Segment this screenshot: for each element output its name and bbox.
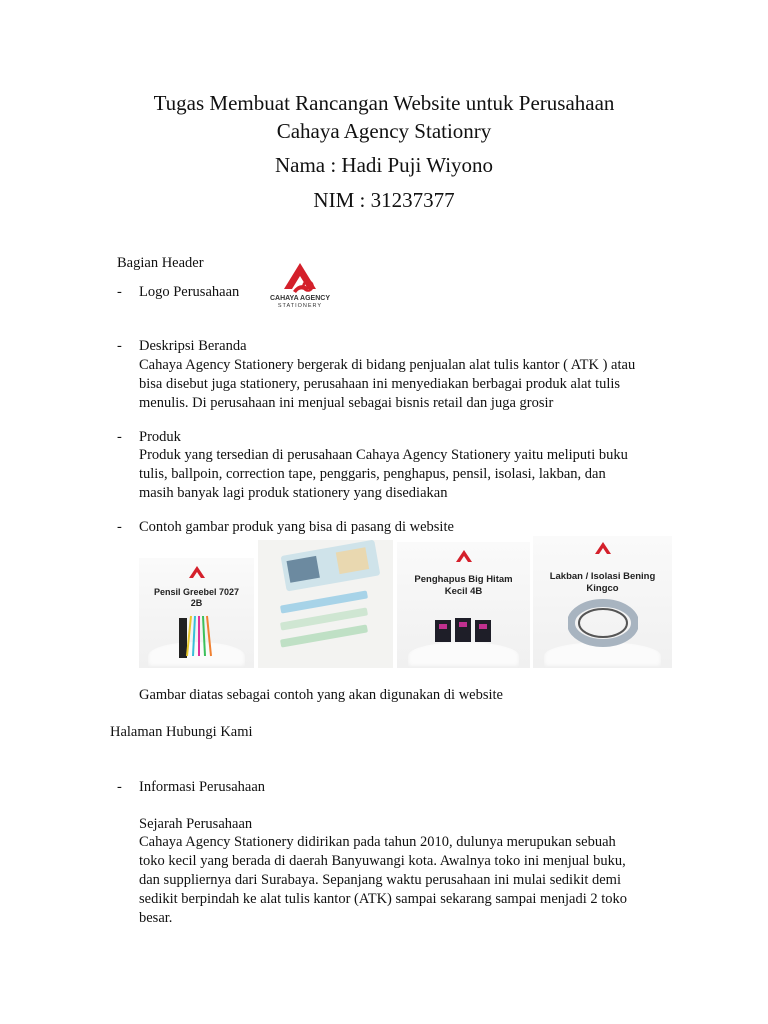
deskripsi-line: Cahaya Agency Stationery bergerak di bidang penjualan alat tulis kantor ( ATK ) atau [139,357,636,373]
produk-line: masih banyak lagi produk stationery yang disediakan [139,485,448,501]
brand-logo-icon [182,564,212,582]
bullet-dash: - [117,429,122,445]
bullet-dash: - [117,519,122,535]
brand-logo-icon [449,548,479,566]
sejarah-line: sedikit berpindah ke alat tulis kantor (ATK) sampai sekarang sampai menjadi 2 toko [139,891,628,907]
company-logo [262,255,338,317]
product-label-line1: Pensil Greebel 7027 [153,587,240,597]
deskripsi-paragraph [139,356,699,413]
brand-logo-icon [588,540,618,558]
product-label-line2: 2B [190,598,203,608]
pencil-box-icon [258,540,393,668]
bullet-dash: - [117,779,122,795]
product-image-penghapus [397,542,530,668]
images-caption: Gambar diatas sebagai contoh yang akan digunakan di website [139,687,503,703]
document-title-line1: Tugas Membuat Rancangan Website untuk Perusahaan [153,91,615,115]
student-name: Nama : Hadi Puji Wiyono [274,153,494,177]
sejarah-line: dan suppliernya dari Surabaya. Sepanjang waktu perusahaan ini mulai sedikit demi [139,872,621,888]
logo-text-line1: CAHAYA AGENCY [269,295,331,302]
section-heading-header: Bagian Header [117,255,204,271]
product-label-line2: Kingco [586,583,619,594]
section-heading-hubungi: Halaman Hubungi Kami [110,724,253,740]
deskripsi-heading: Deskripsi Beranda [139,338,247,354]
pencil-set-icon [177,610,217,660]
deskripsi-line: bisa disebut juga stationery, perusahaan ini menyediakan berbagai produk alat tulis [139,376,621,392]
eraser-pack-icon [433,616,493,646]
product-label-line2: Kecil 4B [444,586,483,597]
produk-line: tulis, ballpoin, correction tape, penggaris, penghapus, pensil, isolasi, lakban, dan [139,466,606,482]
produk-paragraph [139,446,699,503]
sejarah-line: besar. [139,910,173,926]
deskripsi-line: menulis. Di perusahaan ini menjual sebagai bisnis retail dan juga grosir [139,395,554,411]
info-heading: Informasi Perusahaan [139,779,266,795]
product-image-pencil-box [258,540,393,668]
sejarah-heading: Sejarah Perusahaan [139,816,253,832]
product-label-line1: Lakban / Isolasi Bening [549,571,656,582]
produk-line: Produk yang tersedian di perusahaan Cahaya Agency Stationery yaitu meliputi buku [139,447,628,463]
product-image-lakban [533,536,672,668]
sejarah-line: toko kecil yang berada di daerah Banyuwangi kota. Awalnya toko ini menjual buku, [139,853,626,869]
logo-text-line2: STATIONERY [277,303,323,309]
sejarah-line: Cahaya Agency Stationery didirikan pada tahun 2010, dulunya merupukan sebuah [139,834,616,850]
product-label-line1: Penghapus Big Hitam [414,574,513,585]
bullet-dash: - [117,284,122,300]
logo-label: Logo Perusahaan [139,284,240,300]
contoh-heading: Contoh gambar produk yang bisa di pasang di website [139,519,454,535]
document-title-line2: Cahaya Agency Stationry [276,119,492,143]
product-image-pensil [139,558,254,668]
tape-roll-icon [568,598,638,648]
sejarah-paragraph [139,833,699,928]
produk-heading: Produk [139,429,181,445]
student-nim: NIM : 31237377 [313,188,455,212]
bullet-dash: - [117,338,122,354]
